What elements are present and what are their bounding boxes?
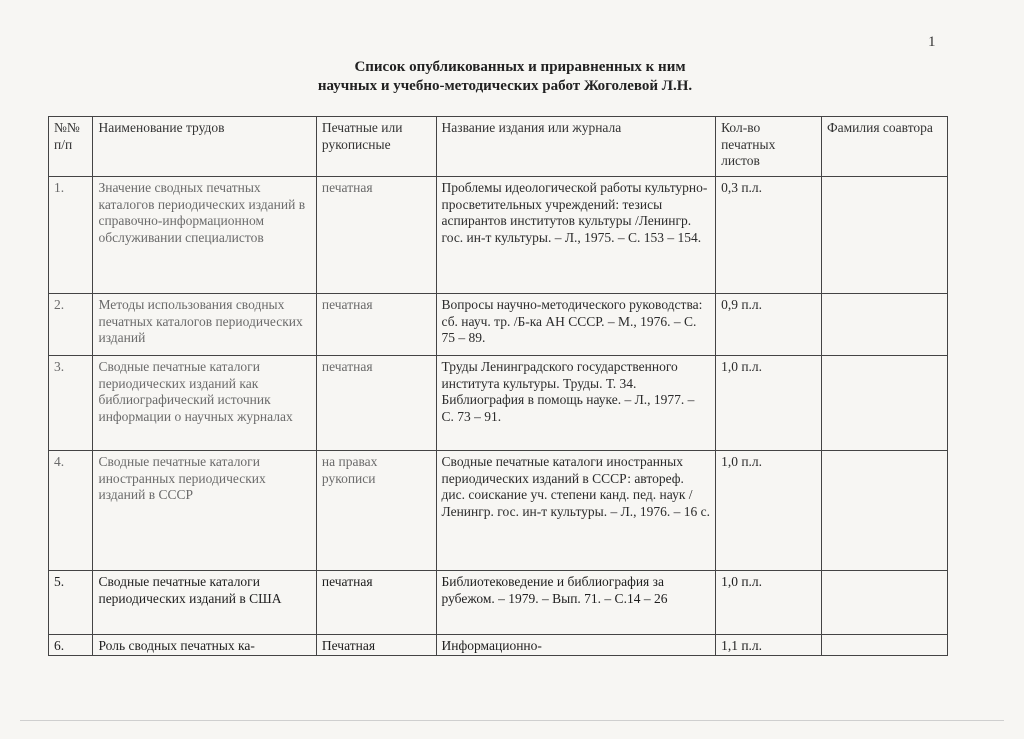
work-title: Значение сводных печатных каталогов периодических изданий в справочно-информационном обслуживании специалистов — [93, 177, 316, 294]
coauthor — [821, 571, 947, 635]
table-row — [49, 451, 948, 571]
coauthor — [821, 356, 947, 451]
table-row — [49, 635, 948, 656]
sheets: 0,3 п.л. — [716, 177, 822, 294]
edition: Труды Ленинградского государственного института культуры. Труды. Т. 34. Библиография в помощь науке. – Л., 1977. – С. 73 – 91. — [436, 356, 716, 451]
edition: Вопросы научно-методического руководства: сб. науч. тр. /Б-ка АН СССР. – М., 1976. – С. 75 – 89. — [436, 294, 716, 356]
work-type: печатная — [316, 294, 436, 356]
document-title — [240, 58, 800, 96]
title-line-1: Список опубликованных и приравненных к ним — [354, 59, 686, 75]
edition: Информационно- — [436, 635, 716, 656]
header-coauthor: Фамилия соавтора — [821, 117, 947, 177]
table-header-row — [49, 117, 948, 177]
work-type: печатная — [316, 571, 436, 635]
edition: Библиотековедение и библиография за рубежом. – 1979. – Вып. 71. – С.14 – 26 — [436, 571, 716, 635]
coauthor — [821, 177, 947, 294]
coauthor — [821, 451, 947, 571]
title-line-2: научных и учебно-методических работ Жоголевой Л.Н. — [317, 78, 693, 94]
page-number: 1 — [928, 34, 936, 50]
sheets: 1,1 п.л. — [716, 635, 822, 656]
work-type: печатная — [316, 177, 436, 294]
row-number: 4. — [49, 451, 93, 571]
table-row — [49, 177, 948, 294]
sheets: 0,9 п.л. — [716, 294, 822, 356]
sheets: 1,0 п.л. — [716, 451, 822, 571]
row-number: 3. — [49, 356, 93, 451]
row-number: 6. — [49, 635, 93, 656]
work-title: Методы использования сводных печатных каталогов периодических изданий — [93, 294, 316, 356]
work-type: на правах рукописи — [316, 451, 436, 571]
work-title: Сводные печатные каталоги периодических изданий как библиографический источник информации о научных журналах — [93, 356, 316, 451]
coauthor — [821, 635, 947, 656]
work-title: Сводные печатные каталоги иностранных периодических изданий в СССР — [93, 451, 316, 571]
row-number: 2. — [49, 294, 93, 356]
work-title: Роль сводных печатных ка- — [93, 635, 316, 656]
row-number: 1. — [49, 177, 93, 294]
sheets: 1,0 п.л. — [716, 356, 822, 451]
page-edge-line — [20, 720, 1004, 721]
table-row — [49, 356, 948, 451]
header-title: Наименование трудов — [93, 117, 316, 177]
sheets: 1,0 п.л. — [716, 571, 822, 635]
publications-table — [48, 116, 948, 656]
header-sheets: Кол-во печатных листов — [716, 117, 822, 177]
header-number: №№ п/п — [49, 117, 93, 177]
edition: Проблемы идеологической работы культурно-просветительных учреждений: тезисы аспирантов институтов культуры /Ленингр. гос. ин-т культуры. – Л., 1975. – С. 153 – 154. — [436, 177, 716, 294]
row-number: 5. — [49, 571, 93, 635]
work-type: Печатная — [316, 635, 436, 656]
header-type: Печатные или рукописные — [316, 117, 436, 177]
edition: Сводные печатные каталоги иностранных периодических изданий в СССР: автореф. дис. соискание уч. степени канд. пед. наук /Ленингр. гос. ин-т культуры. – Л., 1976. – 16 с. — [436, 451, 716, 571]
work-type: печатная — [316, 356, 436, 451]
coauthor — [821, 294, 947, 356]
table-row — [49, 294, 948, 356]
work-title: Сводные печатные каталоги периодических изданий в США — [93, 571, 316, 635]
table-row — [49, 571, 948, 635]
header-edition: Название издания или журнала — [436, 117, 716, 177]
